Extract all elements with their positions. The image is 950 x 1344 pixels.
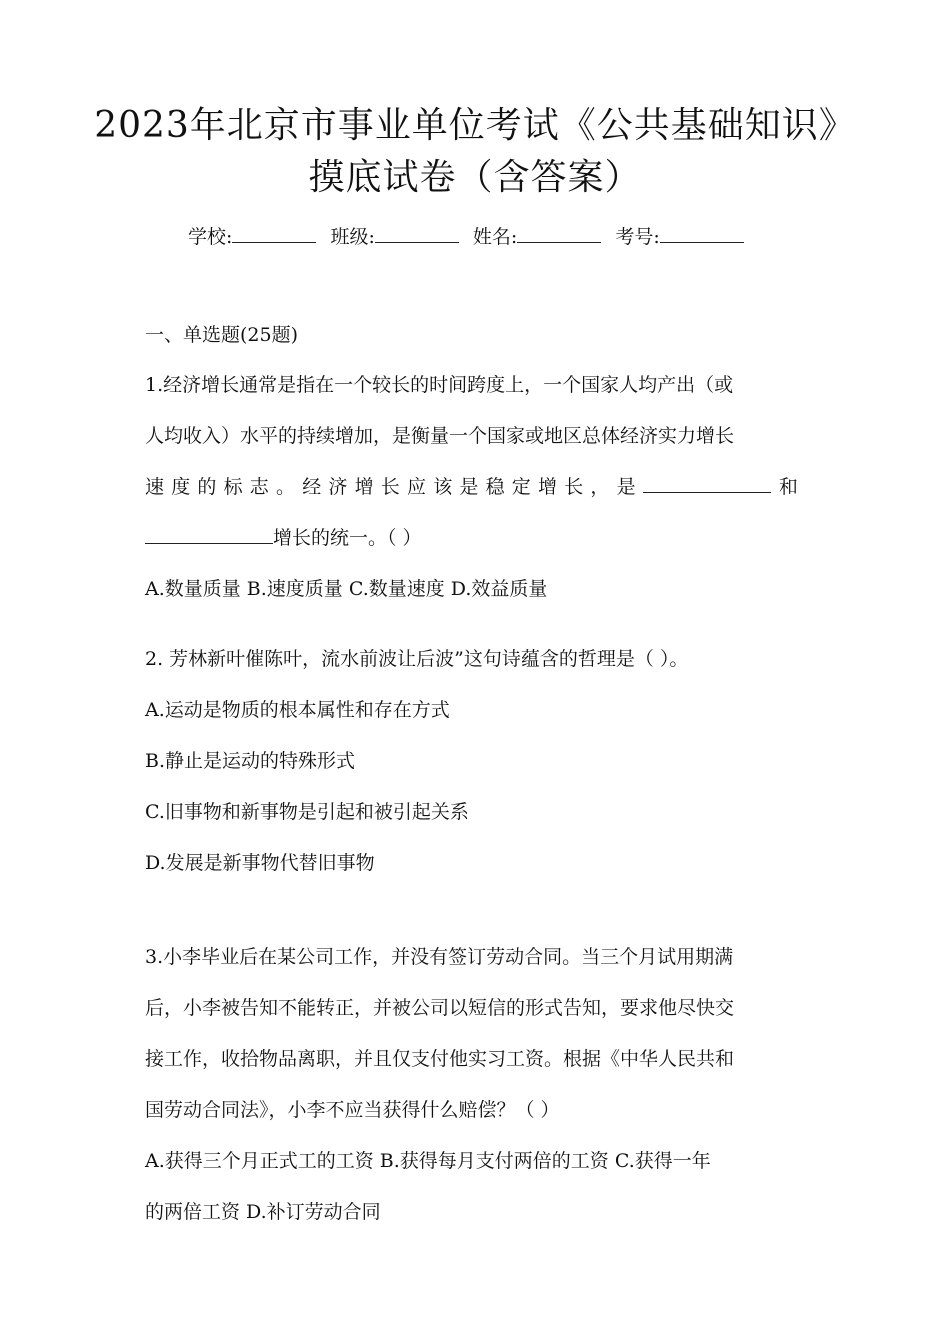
class-label: 班级: bbox=[330, 226, 375, 248]
answer-blank bbox=[643, 472, 771, 493]
name-field bbox=[473, 222, 601, 252]
question-2-stem: 2. 芳林新叶催陈叶，流水前波让后波”这句诗蕴含的哲理是（ ）。 bbox=[145, 648, 689, 670]
exam-title-line1: 2023年北京市事业单位考试《公共基础知识》 bbox=[94, 105, 856, 146]
question-1-stem-text: 增长的统一。（ ） bbox=[273, 527, 422, 549]
question-3-stem-line: 后，小李被告知不能转正，并被公司以短信的形式告知，要求他尽快交 bbox=[145, 997, 735, 1019]
name-label: 姓名: bbox=[472, 226, 518, 248]
question-1 bbox=[145, 360, 807, 615]
question-1-stem-text: 速度的标志。经济增长应该是稳定增长，是 bbox=[145, 476, 643, 498]
question-1-stem-line bbox=[145, 513, 807, 564]
question-3 bbox=[145, 932, 807, 1238]
question-2-option: A.运动是物质的根本属性和存在方式 bbox=[145, 699, 450, 721]
question-3-stem-line: 3.小李毕业后在某公司工作，并没有签订劳动合同。当三个月试用期满 bbox=[145, 946, 734, 968]
question-2 bbox=[145, 634, 807, 889]
question-1-stem-line: 1.经济增长通常是指在一个较长的时间跨度上，一个国家人均产出（或 bbox=[145, 374, 734, 396]
exam-title-line2: 摸底试卷（含答案） bbox=[308, 157, 642, 198]
class-field bbox=[330, 222, 458, 252]
question-2-option: D.发展是新事物代替旧事物 bbox=[145, 852, 375, 874]
student-info-row bbox=[188, 222, 752, 252]
exam-number-field bbox=[615, 222, 743, 252]
question-1-options: A.数量质量 B.速度质量 C.数量速度 D.效益质量 bbox=[145, 578, 548, 600]
exam-number-blank bbox=[660, 224, 744, 243]
question-2-option: B.静止是运动的特殊形式 bbox=[145, 750, 356, 772]
question-1-stem-line bbox=[145, 462, 807, 513]
school-field bbox=[188, 222, 316, 252]
question-3-stem-line: 国劳动合同法》，小李不应当获得什么赔偿？（ ） bbox=[145, 1099, 560, 1121]
answer-blank bbox=[145, 523, 273, 544]
section-heading: 一、单选题(25题) bbox=[145, 324, 299, 346]
school-label: 学校: bbox=[188, 226, 233, 248]
question-3-options-line: A.获得三个月正式工的工资 B.获得每月支付两倍的工资 C.获得一年 bbox=[145, 1150, 711, 1172]
question-1-stem-text: 和 bbox=[778, 476, 798, 498]
name-blank bbox=[517, 224, 601, 243]
school-blank bbox=[232, 224, 316, 243]
question-3-stem-line: 接工作，收拾物品离职，并且仅支付他实习工资。根据《中华人民共和 bbox=[145, 1048, 735, 1070]
question-3-options-line: 的两倍工资 D.补订劳动合同 bbox=[145, 1201, 381, 1223]
exam-number-label: 考号: bbox=[615, 226, 660, 248]
class-blank bbox=[375, 224, 459, 243]
question-2-option: C.旧事物和新事物是引起和被引起关系 bbox=[145, 801, 469, 823]
question-1-stem-line: 人均收入）水平的持续增加，是衡量一个国家或地区总体经济实力增长 bbox=[145, 425, 735, 447]
